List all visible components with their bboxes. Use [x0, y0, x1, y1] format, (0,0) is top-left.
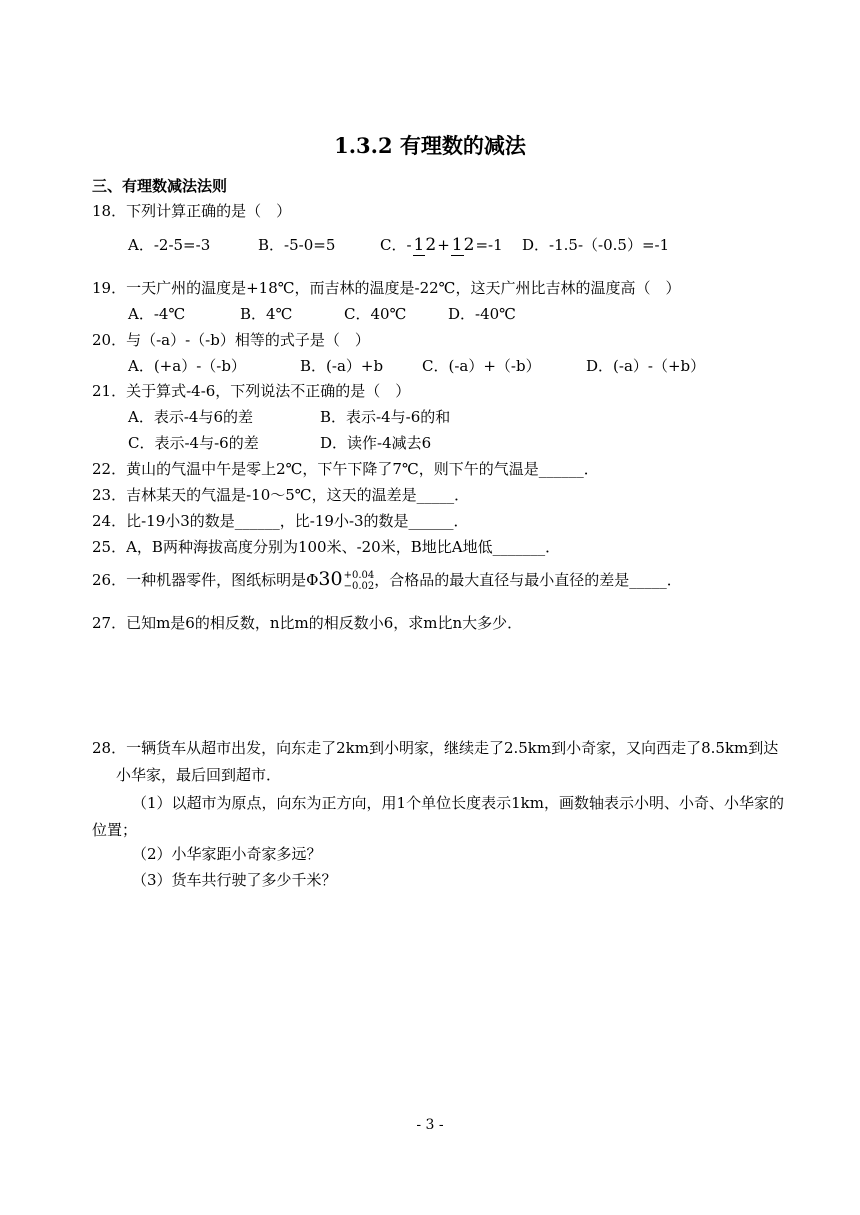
question-19: 19．一天广州的温度是+18℃，而吉林的温度是-22℃，这天广州比吉林的温度高（ ） [92, 279, 681, 297]
question-18: 18．下列计算正确的是（ ） [92, 202, 292, 220]
tolerance-upper: +0.04 [343, 570, 375, 581]
question-28-part3: （3）货车共行驶了多少千米？ [132, 871, 337, 889]
option-c: C．40℃ [344, 305, 407, 323]
question-28 [92, 735, 792, 789]
question-23: 23．吉林某天的气温是-10～5℃，这天的温差是_____． [92, 486, 470, 504]
option-c-suffix: =-1 [475, 236, 503, 254]
option-d: D．-40℃ [448, 305, 516, 323]
question-21-options-row2 [128, 432, 431, 453]
option-a: A．(+a）-（-b） [128, 357, 246, 375]
question-28-stem [92, 735, 792, 789]
option-b: B．4℃ [240, 305, 293, 323]
option-a: A．-2-5=-3 [128, 236, 211, 254]
option-b: B．(-a）+b [300, 357, 384, 375]
plus-sign: + [437, 236, 450, 254]
option-c: C．表示-4与-6的差 [128, 434, 259, 452]
page-number: - 3 - [416, 1117, 444, 1133]
question-18-options [128, 230, 669, 260]
question-28-part2: （2）小华家距小奇家多远？ [132, 845, 322, 863]
question-22: 22．黄山的气温中午是零上2℃，下午下降了7℃，则下午的气温是______． [92, 460, 599, 478]
option-a: A．表示-4与6的差 [128, 408, 253, 426]
tolerance [344, 570, 375, 592]
option-c: C．(-a）+（-b） [422, 357, 541, 375]
numerator: 1 [413, 235, 425, 255]
option-d: D．-1.5-（-0.5）=-1 [522, 236, 670, 254]
question-20: 20．与（-a）-（-b）相等的式子是（ ） [92, 331, 370, 349]
question-19-options [128, 303, 516, 324]
option-d: D．(-a）-（+b） [586, 357, 706, 375]
question-28-part1 [92, 790, 792, 844]
question-24: 24．比-19小3的数是______，比-19小-3的数是______． [92, 512, 469, 530]
page-title: 1.3.2 有理数的减法 [334, 133, 526, 158]
question-28-part1-text: （1）以超市为原点，向东为正方向，用1个单位长度表示1km，画数轴表示小明、小奇、小华家的位置； [92, 794, 784, 839]
option-b: B．表示-4与-6的和 [320, 408, 451, 426]
question-26 [92, 568, 682, 592]
question-27: 27．已知m是6的相反数，n比m的相反数小6，求m比n大多少． [92, 614, 523, 632]
option-b: B．-5-0=5 [258, 236, 336, 254]
option-a: A．-4℃ [128, 305, 186, 323]
option-c-prefix: C．- [380, 236, 412, 254]
question-26-prefix: 26．一种机器零件，图纸标明是Φ [92, 571, 319, 589]
fraction [413, 236, 437, 256]
question-21-options-row1 [128, 406, 450, 427]
question-20-options [128, 355, 705, 376]
numerator: 1 [451, 235, 463, 255]
option-c [380, 230, 522, 260]
section-heading: 三、有理数减法法则 [92, 177, 228, 195]
question-28-stem-text: 28．一辆货车从超市出发，向东走了2km到小明家，继续走了2.5km到小奇家，又向西走了8.5km到达小华家，最后回到超市． [92, 739, 779, 784]
tolerance-lower: −0.02 [343, 581, 375, 592]
denominator: 2 [463, 235, 475, 255]
question-26-suffix: ，合格品的最大直径与最小直径的差是_____． [374, 571, 682, 589]
denominator: 2 [425, 235, 437, 255]
tolerance-base: 30 [318, 568, 343, 590]
option-d: D．读作-4减去6 [320, 434, 432, 452]
question-21: 21．关于算式-4-6，下列说法不正确的是（ ） [92, 382, 411, 400]
question-25: 25．A，B两种海拔高度分别为100米、-20米，B地比A地低_______． [92, 538, 561, 556]
fraction [451, 236, 475, 256]
